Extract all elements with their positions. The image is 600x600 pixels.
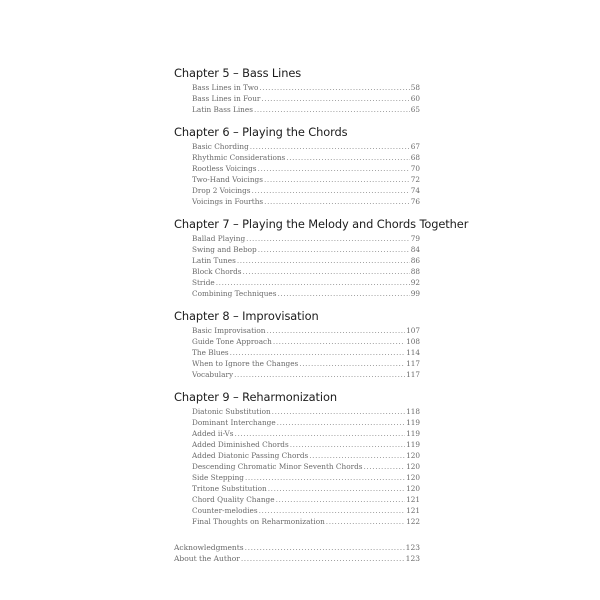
dot-leader: [258, 244, 410, 255]
dot-leader: [326, 516, 405, 527]
dot-leader: [245, 472, 405, 483]
entry-page-number: 84: [410, 245, 420, 254]
entry-title: The Blues: [192, 348, 229, 357]
dot-leader: [278, 288, 410, 299]
entry-title: Counter-melodies: [192, 506, 258, 515]
dot-leader: [245, 542, 405, 553]
table-of-contents: [174, 66, 469, 564]
dot-leader: [254, 104, 410, 115]
entry-page-number: 120: [406, 462, 420, 471]
entry-page-number: 92: [410, 278, 420, 287]
dot-leader: [243, 266, 410, 277]
toc-entry: [192, 196, 420, 207]
toc-entry: [192, 163, 420, 174]
dot-leader: [276, 494, 406, 505]
entry-title: Two-Hand Voicings: [192, 175, 263, 184]
chapter-heading: Chapter 5 – Bass Lines: [174, 66, 302, 80]
entry-page-number: 58: [410, 83, 420, 92]
toc-entry: [192, 483, 420, 494]
dot-leader: [235, 428, 406, 439]
entry-page-number: 67: [410, 142, 420, 151]
dot-leader: [364, 461, 406, 472]
entry-title: Vocabulary: [192, 370, 234, 379]
dot-leader: [290, 439, 405, 450]
toc-entry: [192, 406, 420, 417]
chapter-heading: Chapter 7 – Playing the Melody and Chords Together: [174, 217, 469, 231]
entry-page-number: 119: [406, 429, 420, 438]
entry-page-number: 119: [406, 418, 420, 427]
toc-entry: [192, 450, 420, 461]
dot-leader: [273, 336, 405, 347]
entry-page-number: 121: [406, 495, 420, 504]
entry-title: Descending Chromatic Minor Seventh Chords: [192, 462, 363, 471]
entry-page-number: 65: [410, 105, 420, 114]
toc-entry: [192, 369, 420, 380]
dot-leader: [216, 277, 410, 288]
entry-title: Side Stepping: [192, 473, 244, 482]
entry-page-number: 88: [410, 267, 420, 276]
entry-page-number: 72: [410, 175, 420, 184]
dot-leader: [272, 406, 405, 417]
entry-title: Final Thoughts on Reharmonization: [192, 517, 325, 526]
toc-entry: [192, 358, 420, 369]
dot-leader: [264, 196, 410, 207]
chapter-9-section: [174, 390, 420, 527]
entry-title: Swing and Bebop: [192, 245, 257, 254]
toc-entry: [192, 505, 420, 516]
entry-title: When to Ignore the Changes: [192, 359, 299, 368]
dot-leader: [309, 450, 405, 461]
chapter-entries: [192, 325, 420, 380]
dot-leader: [258, 163, 410, 174]
dot-leader: [277, 417, 405, 428]
chapter-entries: [192, 141, 420, 207]
entry-page-number: 121: [406, 506, 420, 515]
chapter-entries: [192, 406, 420, 527]
toc-entry: [192, 266, 420, 277]
toc-entry: [192, 233, 420, 244]
entry-page-number: 108: [406, 337, 420, 346]
toc-entry: [192, 472, 420, 483]
entry-page-number: 123: [405, 554, 420, 563]
toc-entry: [192, 325, 420, 336]
entry-title: Chord Quality Change: [192, 495, 275, 504]
entry-page-number: 120: [406, 473, 420, 482]
chapter-6-section: [174, 125, 420, 207]
entry-title: Stride: [192, 278, 215, 287]
entry-page-number: 99: [410, 289, 420, 298]
entry-page-number: 74: [410, 186, 420, 195]
entry-title: Latin Tunes: [192, 256, 236, 265]
entry-title: Ballad Playing: [192, 234, 246, 243]
toc-entry: [192, 152, 420, 163]
entry-title: About the Author: [174, 554, 240, 563]
dot-leader: [261, 93, 409, 104]
entry-page-number: 118: [406, 407, 420, 416]
entry-page-number: 122: [406, 517, 420, 526]
entry-title: Rhythmic Considerations: [192, 153, 286, 162]
dot-leader: [268, 483, 405, 494]
dot-leader: [264, 174, 410, 185]
toc-entry: [192, 277, 420, 288]
entry-title: Bass Lines in Four: [192, 94, 261, 103]
toc-entry: [192, 428, 420, 439]
dot-leader: [234, 369, 405, 380]
dot-leader: [259, 505, 405, 516]
chapter-8-section: [174, 309, 420, 380]
entry-page-number: 79: [410, 234, 420, 243]
dot-leader: [286, 152, 409, 163]
dot-leader: [259, 82, 409, 93]
entry-title: Latin Bass Lines: [192, 105, 253, 114]
toc-entry: [192, 244, 420, 255]
dot-leader: [250, 141, 410, 152]
entry-title: Diatonic Substitution: [192, 407, 271, 416]
entry-title: Added ii-Vs: [192, 429, 234, 438]
toc-entry: [192, 417, 420, 428]
toc-entry: [192, 288, 420, 299]
chapter-5-section: [174, 66, 420, 115]
entry-title: Bass Lines in Two: [192, 83, 259, 92]
toc-entry: [192, 439, 420, 450]
toc-entry: [192, 174, 420, 185]
entry-title: Basic Improvisation: [192, 326, 266, 335]
entry-page-number: 120: [406, 451, 420, 460]
dot-leader: [237, 255, 410, 266]
chapter-heading: Chapter 9 – Reharmonization: [174, 390, 337, 404]
dot-leader: [230, 347, 405, 358]
entry-title: Voicings in Fourths: [192, 197, 264, 206]
entry-page-number: 76: [410, 197, 420, 206]
chapter-entries: [192, 233, 420, 299]
entry-title: Acknowledgments: [174, 543, 244, 552]
chapter-heading: Chapter 8 – Improvisation: [174, 309, 319, 323]
dot-leader: [252, 185, 410, 196]
entry-page-number: 86: [410, 256, 420, 265]
entry-title: Block Chords: [192, 267, 242, 276]
entry-page-number: 119: [406, 440, 420, 449]
entry-title: Rootless Voicings: [192, 164, 257, 173]
toc-entry: [192, 336, 420, 347]
entry-title: Dominant Interchange: [192, 418, 276, 427]
entry-page-number: 123: [405, 543, 420, 552]
toc-entry-about-author: [174, 553, 420, 564]
chapter-7-section: [174, 217, 469, 299]
entry-title: Drop 2 Voicings: [192, 186, 251, 195]
entry-page-number: 60: [410, 94, 420, 103]
chapter-entries: [192, 82, 420, 115]
entry-page-number: 120: [406, 484, 420, 493]
toc-entry: [192, 461, 420, 472]
toc-entry-acknowledgments: [174, 542, 420, 553]
entry-page-number: 114: [406, 348, 420, 357]
toc-entry: [192, 93, 420, 104]
entry-title: Added Diminished Chords: [192, 440, 289, 449]
entry-title: Added Diatonic Passing Chords: [192, 451, 309, 460]
dot-leader: [241, 553, 405, 564]
toc-entry: [192, 255, 420, 266]
toc-entry: [192, 141, 420, 152]
entry-page-number: 107: [406, 326, 420, 335]
toc-entry: [192, 104, 420, 115]
toc-entry: [192, 516, 420, 527]
entry-page-number: 117: [406, 370, 420, 379]
toc-entry: [192, 347, 420, 358]
dot-leader: [246, 233, 410, 244]
toc-entry: [192, 82, 420, 93]
entry-page-number: 70: [410, 164, 420, 173]
dot-leader: [299, 358, 405, 369]
entry-page-number: 68: [410, 153, 420, 162]
entry-page-number: 117: [406, 359, 420, 368]
toc-entry: [192, 185, 420, 196]
backmatter-section: [174, 542, 420, 564]
entry-title: Tritone Substitution: [192, 484, 267, 493]
entry-title: Guide Tone Approach: [192, 337, 272, 346]
chapter-heading: Chapter 6 – Playing the Chords: [174, 125, 348, 139]
toc-entry: [192, 494, 420, 505]
entry-title: Combining Techniques: [192, 289, 277, 298]
entry-title: Basic Chording: [192, 142, 249, 151]
dot-leader: [266, 325, 405, 336]
